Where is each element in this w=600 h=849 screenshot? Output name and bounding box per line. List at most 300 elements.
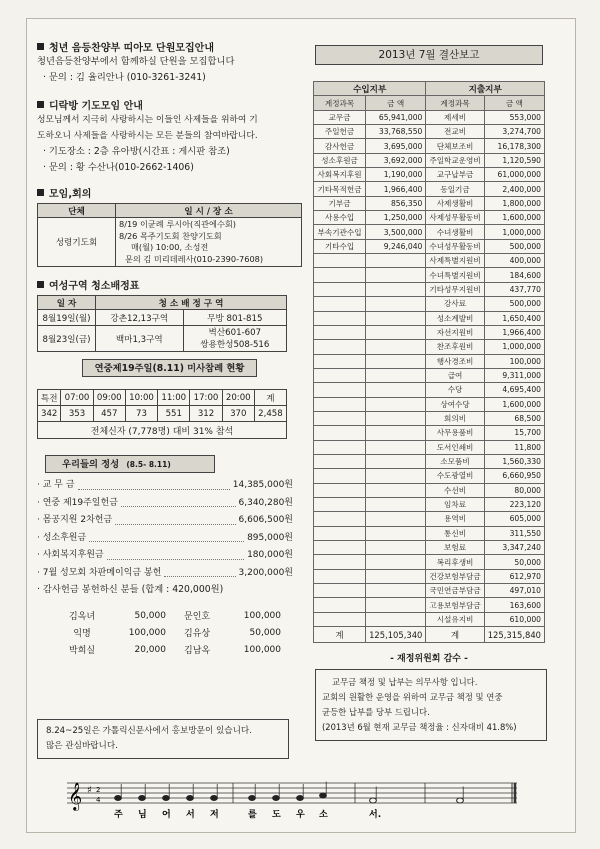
- table-row: [314, 469, 545, 483]
- cleaning-place: 벽산601-607: [208, 327, 262, 338]
- bulletin-page: [26, 18, 576, 833]
- attendance-head: 09:00: [93, 390, 125, 406]
- empty-cell: [314, 569, 366, 583]
- leader-dots: [115, 512, 235, 525]
- attendance-table: [37, 389, 287, 439]
- table-row: [314, 110, 545, 124]
- expense-amount: 1,560,330: [484, 454, 544, 468]
- expense-amount: 1,000,000: [484, 340, 544, 354]
- table-row: [314, 225, 545, 239]
- table-row: [314, 196, 545, 210]
- table-row: [314, 541, 545, 555]
- expense-amount: 2,400,000: [484, 182, 544, 196]
- empty-cell: [366, 325, 426, 339]
- lyric-syllable: 를: [248, 810, 257, 820]
- meetings-table: [37, 203, 302, 267]
- lyric-syllable: 어: [162, 810, 171, 820]
- expense-amount: 1,600,000: [484, 397, 544, 411]
- empty-cell: [366, 354, 426, 368]
- table-row: [314, 584, 545, 598]
- expense-item: 도서인쇄비: [426, 440, 484, 454]
- expense-amount: 223,120: [484, 497, 544, 511]
- table-row: [314, 483, 545, 497]
- empty-cell: [314, 426, 366, 440]
- income-col-item: 계정과목: [314, 96, 366, 110]
- attendance-value: 370: [222, 406, 254, 422]
- offering-label: · 7월 성모회 차판메이익금 봉헌: [37, 567, 162, 578]
- table-row: [314, 497, 545, 511]
- offering-amount: 14,385,000원: [232, 480, 293, 490]
- expense-amount: 3,274,700: [484, 125, 544, 139]
- expense-item: 통신비: [426, 526, 484, 540]
- empty-cell: [366, 383, 426, 397]
- offering-row: [37, 512, 293, 530]
- donor-table: [57, 607, 287, 658]
- attendance-head: 17:00: [190, 390, 222, 406]
- prayer-place: · 기도장소 : 2층 유아방(시간표 : 게시판 참조): [43, 146, 230, 157]
- income-amount: 1,190,000: [366, 168, 426, 182]
- table-row: [314, 411, 545, 425]
- empty-cell: [366, 454, 426, 468]
- empty-cell: [366, 469, 426, 483]
- lyric-syllable: 우: [296, 810, 305, 820]
- attendance-summary: 전체신자 (7,778명) 대비 31% 참석: [38, 422, 287, 439]
- empty-cell: [314, 612, 366, 626]
- income-item: 교무금: [314, 110, 366, 124]
- note-icon: [187, 796, 194, 801]
- expense-amount: 437,770: [484, 282, 544, 296]
- expense-amount: 1,600,000: [484, 211, 544, 225]
- expense-amount: 184,600: [484, 268, 544, 282]
- expense-amount: 1,650,400: [484, 311, 544, 325]
- table-row: [314, 612, 545, 626]
- expense-head: 지출지부: [426, 82, 545, 96]
- youth-choir-line: 청년음등찬양부에서 함께하실 단원을 모집합니다: [37, 56, 235, 67]
- expense-item: 사제특별지원비: [426, 254, 484, 268]
- table-row: [314, 512, 545, 526]
- income-total: 125,105,340: [366, 627, 426, 643]
- attendance-value: 73: [125, 406, 157, 422]
- income-item: 기타목적헌금: [314, 182, 366, 196]
- notice-box: [37, 719, 289, 759]
- table-row: [314, 168, 545, 182]
- table-row: [314, 354, 545, 368]
- attendance-head: 20:00: [222, 390, 254, 406]
- expense-item: 교구납부금: [426, 168, 484, 182]
- cleaning-date: 8월19일(월): [38, 310, 96, 326]
- tithe-line-3: 균등한 납부를 당부 드립니다.: [322, 707, 430, 717]
- table-row: [314, 125, 545, 139]
- expense-item: 기타성무지원비: [426, 282, 484, 296]
- attendance-value: 2,458: [254, 406, 286, 422]
- empty-cell: [366, 440, 426, 454]
- expense-col-amount: 금 액: [484, 96, 544, 110]
- empty-cell: [366, 512, 426, 526]
- prayer-line-2: 도하오니 사제들을 사랑하시는 모든 분들의 참여바랍니다.: [37, 131, 258, 141]
- cleaning-head-area: 청 소 배 정 구 역: [96, 296, 287, 310]
- offering-row: [37, 495, 293, 513]
- expense-item: 성소계발비: [426, 311, 484, 325]
- donor-name: 김옥녀: [69, 612, 96, 622]
- square-bullet-icon: [37, 189, 44, 196]
- empty-cell: [366, 526, 426, 540]
- income-amount: 33,768,550: [366, 125, 426, 139]
- expense-amount: 11,800: [484, 440, 544, 454]
- expense-item: 고용보험부담금: [426, 598, 484, 612]
- expense-amount: 610,000: [484, 612, 544, 626]
- empty-cell: [366, 254, 426, 268]
- donor-name: 문인호: [184, 612, 211, 622]
- expense-amount: 400,000: [484, 254, 544, 268]
- expense-amount: 3,347,240: [484, 541, 544, 555]
- note-icon: [211, 796, 218, 801]
- expense-item: 수도광열비: [426, 469, 484, 483]
- expense-item: 사제생활비: [426, 196, 484, 210]
- income-col-amount: 금 액: [366, 96, 426, 110]
- expense-item: 전교비: [426, 125, 484, 139]
- offering-label: · 사회복지후원금: [37, 550, 104, 560]
- offering-label: · 성소후원금: [37, 532, 87, 543]
- table-row: [314, 598, 545, 612]
- empty-cell: [314, 268, 366, 282]
- cleaning-place-2: 쌍용한성508-516: [200, 339, 270, 350]
- income-item: 주일헌금: [314, 125, 366, 139]
- settlement-title: 2013년 7월 결산보고: [315, 45, 543, 65]
- lyric-syllable: 님: [138, 810, 147, 820]
- total-row: [314, 627, 545, 643]
- note-icon: [249, 796, 256, 801]
- expense-amount: 50,000: [484, 555, 544, 569]
- income-amount: 856,350: [366, 196, 426, 210]
- meetings-group: 성령기도회: [38, 218, 116, 267]
- income-total-label: 계: [314, 627, 366, 643]
- table-row: [314, 153, 545, 167]
- expense-amount: 605,000: [484, 512, 544, 526]
- expense-amount: 1,000,000: [484, 225, 544, 239]
- table-row: [314, 340, 545, 354]
- square-bullet-icon: [37, 281, 44, 288]
- cleaning-place: 무방 801-815: [183, 310, 286, 326]
- income-item: 감사헌금: [314, 139, 366, 153]
- expense-item: 찬조후원비: [426, 340, 484, 354]
- note-icon: [297, 796, 304, 801]
- empty-cell: [314, 254, 366, 268]
- expense-item: 시설유지비: [426, 612, 484, 626]
- attendance-value: 342: [38, 406, 61, 422]
- table-row: [314, 454, 545, 468]
- attendance-value: 457: [93, 406, 125, 422]
- income-item: 사용수입: [314, 211, 366, 225]
- time-signature-top: 2: [96, 786, 101, 794]
- expense-amount: 500,000: [484, 297, 544, 311]
- youth-choir-contact: · 문의 : 김 율리안나 (010-3261-3241): [43, 72, 206, 83]
- offering-row: [37, 565, 293, 583]
- note-icon: [115, 796, 122, 801]
- expense-amount: 1,120,590: [484, 153, 544, 167]
- income-head: 수입지부: [314, 82, 426, 96]
- cleaning-area: 강촌12,13구역: [96, 310, 184, 326]
- income-amount: 1,966,400: [366, 182, 426, 196]
- empty-cell: [366, 569, 426, 583]
- empty-cell: [314, 383, 366, 397]
- cleaning-date: 8월23일(금): [38, 326, 96, 352]
- expense-total: 125,315,840: [484, 627, 544, 643]
- expense-item: 사제성무활동비: [426, 211, 484, 225]
- empty-cell: [366, 311, 426, 325]
- youth-choir-title: 청년 음등찬양부 띠아모 단원모집안내: [49, 43, 215, 54]
- expense-item: 용역비: [426, 512, 484, 526]
- table-row: [314, 555, 545, 569]
- prayer-section: [37, 97, 317, 176]
- empty-cell: [314, 411, 366, 425]
- tithe-line-4: (2013년 6월 현재 교무금 책정율 : 신자대비 41.8%): [322, 722, 517, 732]
- attendance-title: 연중제19주일(8.11) 미사참례 현황: [82, 359, 257, 377]
- empty-cell: [314, 325, 366, 339]
- expense-item: 소모품비: [426, 454, 484, 468]
- expense-item: 급여: [426, 368, 484, 382]
- offering-amount: 895,000원: [247, 532, 293, 543]
- expense-amount: 15,700: [484, 426, 544, 440]
- notice-line-2: 많은 관심바랍니다.: [46, 741, 118, 751]
- empty-cell: [366, 282, 426, 296]
- offering-row: [37, 530, 293, 548]
- expense-item: 행사경조비: [426, 354, 484, 368]
- empty-cell: [366, 368, 426, 382]
- offerings-period: (8.5- 8.11): [126, 460, 171, 469]
- prayer-contact: · 문의 : 황 수산나(010-2662-1406): [43, 162, 194, 173]
- expense-item: 건강보험부담금: [426, 569, 484, 583]
- expense-amount: 497,010: [484, 584, 544, 598]
- expense-item: 제세비: [426, 110, 484, 124]
- note-icon: [163, 796, 170, 801]
- empty-cell: [366, 426, 426, 440]
- expense-col-item: 계정과목: [426, 96, 484, 110]
- donor-row: [57, 607, 287, 624]
- empty-cell: [314, 340, 366, 354]
- table-row: [314, 526, 545, 540]
- table-row: [314, 282, 545, 296]
- table-row: [314, 182, 545, 196]
- empty-cell: [314, 584, 366, 598]
- donor-row: [57, 641, 287, 658]
- lyric-syllable: 도: [272, 810, 281, 820]
- empty-cell: [366, 297, 426, 311]
- offering-label: · 몸공지원 2차헌금: [37, 515, 113, 525]
- attendance-head: 10:00: [125, 390, 157, 406]
- tithe-notice-box: [315, 669, 547, 741]
- empty-cell: [314, 497, 366, 511]
- square-bullet-icon: [37, 43, 44, 50]
- note-icon: [320, 793, 327, 798]
- lyric-syllable: 서: [186, 810, 195, 820]
- donor-amount: 20,000: [134, 644, 166, 655]
- income-amount: 9,246,040: [366, 239, 426, 253]
- expense-amount: 68,500: [484, 411, 544, 425]
- empty-cell: [314, 555, 366, 569]
- expense-item: 사무용품비: [426, 426, 484, 440]
- expense-item: 자선지원비: [426, 325, 484, 339]
- empty-cell: [314, 512, 366, 526]
- note-icon: [273, 796, 280, 801]
- empty-cell: [314, 368, 366, 382]
- youth-choir-section: [37, 39, 307, 86]
- attendance-value: 353: [61, 406, 93, 422]
- leader-dots: [78, 477, 230, 490]
- expense-amount: 311,550: [484, 526, 544, 540]
- empty-cell: [314, 526, 366, 540]
- note-icon: [457, 798, 464, 803]
- expense-amount: 500,000: [484, 239, 544, 253]
- empty-cell: [366, 555, 426, 569]
- lyric-syllable: 저: [210, 810, 219, 820]
- attendance-head: 특전: [38, 390, 61, 406]
- expense-amount: 553,000: [484, 110, 544, 124]
- empty-cell: [366, 497, 426, 511]
- offerings-thanks: · 감사헌금 봉헌하신 분들 (합계 : 420,000원): [37, 584, 224, 595]
- donor-row: [57, 624, 287, 641]
- expense-amount: 16,178,300: [484, 139, 544, 153]
- table-row: [314, 239, 545, 253]
- attendance-head: 11:00: [158, 390, 190, 406]
- table-row: [314, 383, 545, 397]
- expense-item: 단체보조비: [426, 139, 484, 153]
- note-icon: [370, 798, 377, 803]
- lyric-syllable: 소: [319, 810, 328, 820]
- meetings-line-4: 문의 김 미리데레사(010-2390-7608): [125, 253, 264, 264]
- empty-cell: [314, 311, 366, 325]
- empty-cell: [366, 598, 426, 612]
- time-signature-bottom: 4: [96, 796, 101, 804]
- donor-amount: 50,000: [249, 627, 281, 638]
- meetings-line-3: 매(월) 10:00, 소성전: [131, 242, 209, 252]
- expense-item: 수녀성무활동비: [426, 239, 484, 253]
- donor-amount: 100,000: [243, 610, 281, 621]
- meetings-head-group: 단체: [38, 204, 116, 218]
- offering-amount: 6,606,500원: [238, 515, 293, 525]
- expense-amount: 1,800,000: [484, 196, 544, 210]
- table-row: [314, 268, 545, 282]
- expense-amount: 9,311,000: [484, 368, 544, 382]
- table-row: [38, 310, 287, 326]
- table-row: [314, 397, 545, 411]
- empty-cell: [366, 612, 426, 626]
- meetings-line-2: 8/26 목주기도회 찬양기도회: [119, 230, 222, 241]
- empty-cell: [314, 454, 366, 468]
- notice-line-1: 8.24~25일은 가톨릭신문사에서 홍보방문이 있습니다.: [46, 726, 252, 736]
- cleaning-title: 여성구역 청소배정표: [49, 281, 140, 292]
- expense-amount: 100,000: [484, 354, 544, 368]
- empty-cell: [366, 340, 426, 354]
- empty-cell: [366, 411, 426, 425]
- empty-cell: [366, 397, 426, 411]
- income-amount: 65,941,000: [366, 110, 426, 124]
- income-item: 성소후원금: [314, 153, 366, 167]
- offering-label: · 교 무 금: [37, 480, 75, 490]
- donor-name: 김남옥: [184, 646, 211, 656]
- music-staff: [65, 777, 521, 821]
- offerings-title-box: [45, 455, 215, 473]
- meetings-title: 모임,회의: [49, 189, 92, 200]
- prayer-line-1: 성모님께서 지극히 사랑하시는 이들인 사제들을 위하여 기: [37, 115, 258, 125]
- expense-amount: 4,695,400: [484, 383, 544, 397]
- table-row: [314, 311, 545, 325]
- offering-amount: 180,000원: [247, 550, 293, 560]
- offerings-list: [37, 477, 293, 582]
- table-row: [314, 440, 545, 454]
- attendance-head: 계: [254, 390, 286, 406]
- offerings-title: 우리들의 정성: [62, 459, 120, 470]
- leader-dots: [107, 547, 244, 560]
- attendance-value: 312: [190, 406, 222, 422]
- income-item: 사회복지후원: [314, 168, 366, 182]
- table-row: [314, 569, 545, 583]
- tithe-line-2: 교회의 원활한 운영을 위하여 교무금 책정 및 연중: [322, 692, 503, 702]
- expense-item: 국민연금부담금: [426, 584, 484, 598]
- income-amount: 3,695,000: [366, 139, 426, 153]
- empty-cell: [314, 397, 366, 411]
- expense-item: 복리후생비: [426, 555, 484, 569]
- meetings-head-schedule: 일 시 / 장 소: [116, 204, 302, 218]
- empty-cell: [314, 440, 366, 454]
- expense-item: 수녀특별지원비: [426, 268, 484, 282]
- donor-amount: 100,000: [128, 627, 166, 638]
- empty-cell: [314, 598, 366, 612]
- table-row: [314, 426, 545, 440]
- empty-cell: [314, 282, 366, 296]
- expense-amount: 163,600: [484, 598, 544, 612]
- empty-cell: [314, 354, 366, 368]
- income-amount: 1,250,000: [366, 211, 426, 225]
- empty-cell: [366, 584, 426, 598]
- square-bullet-icon: [37, 101, 44, 108]
- expense-item: 보험료: [426, 541, 484, 555]
- offering-row: [37, 547, 293, 565]
- table-row: [314, 325, 545, 339]
- settlement-table: [313, 81, 545, 643]
- cleaning-area: 백마1,3구역: [96, 326, 184, 352]
- income-item: 기타수입: [314, 239, 366, 253]
- expense-item: 상여수당: [426, 397, 484, 411]
- empty-cell: [314, 483, 366, 497]
- expense-item: 수선비: [426, 483, 484, 497]
- income-item: 기부금: [314, 196, 366, 210]
- lyric-syllable: 주: [114, 810, 123, 820]
- table-row: [38, 326, 287, 352]
- offering-amount: 6,340,280원: [238, 497, 293, 508]
- table-row: [314, 254, 545, 268]
- cleaning-section: [37, 277, 287, 352]
- empty-cell: [314, 469, 366, 483]
- expense-item: 동일기금: [426, 182, 484, 196]
- expense-item: 주일학교운영비: [426, 153, 484, 167]
- attendance-value: 551: [158, 406, 190, 422]
- income-item: 부속기관수입: [314, 225, 366, 239]
- offering-amount: 3,200,000원: [238, 567, 293, 578]
- donor-amount: 100,000: [243, 644, 281, 655]
- donor-name: 익명: [73, 629, 91, 639]
- donor-name: 김유상: [184, 629, 211, 639]
- prayer-title: 디락방 기도모임 안내: [49, 101, 143, 112]
- expense-item: 회의비: [426, 411, 484, 425]
- tithe-line-1: 교무금 책정 및 납부는 의무사항 입니다.: [332, 677, 478, 687]
- empty-cell: [366, 541, 426, 555]
- lyric-syllable: 서.: [369, 810, 382, 820]
- expense-amount: 612,970: [484, 569, 544, 583]
- expense-item: 수녀생활비: [426, 225, 484, 239]
- sharp-icon: ♯: [87, 785, 92, 796]
- meetings-section: [37, 185, 302, 267]
- empty-cell: [314, 297, 366, 311]
